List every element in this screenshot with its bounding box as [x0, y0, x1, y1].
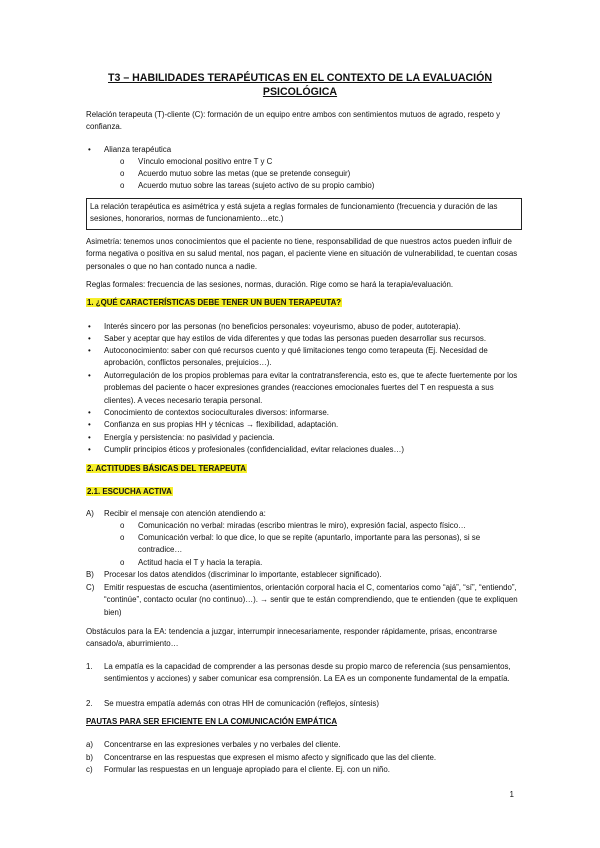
document-title: T3 – HABILIDADES TERAPÉUTICAS EN EL CONTEXTO DE LA EVALUACIÓN PSICOLÓGICA — [108, 72, 492, 98]
asymmetry-note-box — [86, 198, 522, 230]
section-2-heading: 2. ACTITUDES BÁSICAS DEL TERAPEUTA — [87, 464, 246, 473]
reglas-paragraph: Reglas formales: frecuencia de las sesiones, normas, duración. Rige como se hará la terapia/evaluación. — [86, 280, 454, 289]
section-1-heading: 1. ¿QUÉ CARACTERÍSTICAS DEBE TENER UN BUEN TERAPEUTA? — [87, 298, 342, 307]
section-2-1-heading: 2.1. ESCUCHA ACTIVA — [87, 487, 172, 496]
document-page: T3 – HABILIDADES TERAPÉUTICAS EN EL CONTEXTO DE LA EVALUACIÓN PSICOLÓGICA Relación terapeuta (T)-cliente (C): formación de un equipo entre ambos con sentimientos mutuos de agrado, respeto y confianza. • Alianza terapéutica o Vínculo emocional positivo entre T y C o Acuerdo mutuo sobre las metas (que se pretende conseguir) o Acuerdo mutuo sobre las tareas (sujeto activo de su propio cambio) La relación terapéutica es asimétrica y está sujeta a reglas formales de funcionamiento (frecuencia y duración de las sesiones, honorarios, normas de funcionamiento…etc.) Asimetría: tenemos unos conocimientos que el paciente no tiene, responsabilidad de que nuestros actos pueden influir de forma negativa o positiva en su salud mental, nos pagan, el paciente viene en situación de vulnerabilidad, te cuentan cosas personales o que no han contado nunca a nadie. Reglas formales: frecuencia de las sesiones, normas, duración. Rige como se hará la terapia/evaluación. 1. ¿QUÉ CARACTERÍSTICAS DEBE TENER UN BUEN TERAPEUTA? • Interés sincero por las personas (no beneficios personales: voyeurismo, abuso de poder, autoterapia). • Saber y aceptar que hay estilos de vida diferentes y que todas las personas pueden desarrollar sus recursos. • Autoconocimiento: saber con qué recursos cuento y qué limitaciones tengo como terapeuta (Ej. Necesidad de aprobación, conflictos personales, prejuicios…). • Autorregulación de los propios problemas para evitar la contratransferencia, esto es, que te afecte fuertemente por los problemas del paciente o hacer expresiones grandes (reacciones emocionales fuertes del T en respuesta a sus clientes). A veces necesario terapia personal. • Conocimiento de contextos socioculturales diversos: informarse. • Confianza en sus propias HH y técnicas → flexibilidad, adaptación. • Energía y persistencia: no pasividad y paciencia. • Cumplir principios éticos y profesionales (confidencialidad, evitar relaciones duales…) 2. ACTITUDES BÁSICAS DEL TERAPEUTA 2.1. ESCUCHA ACTIVA A) Recibir el mensaje con atención atendiendo a: o Comunicación no verbal: miradas (escribo mientras le miro), expresión facial, aspecto físico… o Comunicación verbal: lo que dice, lo que se repite (apuntarlo, importante para las personas), si se contradice… o Actitud hacia el T y hacia la terapia. B) Procesar los datos atendidos (discriminar lo importante, establecer significado). C) Emitir respuestas de escucha (asentimientos, orientación corporal hacia el C, comentarios como “ajá”, “sí”, “entiendo”, “continúe”, contacto ocular (no continuo)…). → sentir que te están comprendiendo, que te entienden (que te expliquen bien) Obstáculos para la EA: tendencia a juzgar, interrumpir innecesariamente, responder rápidamente, prisas, encontrarse cansado/a, aburrimiento… 1. La empatía es la capacidad de comprender a las personas desde su propio marco de referencia (sus pensamientos, sentimientos y acciones) y saber comunicar esa comprensión. La EA es un componente fundamental de la empatía. 2. Se muestra empatía además con otras HH de comunicación (reflejos, síntesis) PAUTAS PARA SER EFICIENTE EN LA COMUNICACIÓN EMPÁTICA a) Concentrarse en las expresiones verbales y no verbales del cliente. b) Concentrarse en las respuestas que expresen el mismo afecto y significado que las del cliente. c) Formular las respuestas en un lenguaje apropiado para el cliente. Ej. con un niño. 1 — [0, 0, 600, 848]
pautas-heading: PAUTAS PARA SER EFICIENTE EN LA COMUNICACIÓN EMPÁTICA — [86, 717, 338, 726]
page-number: 1 — [509, 790, 514, 799]
asymmetry-note-text: La relación terapéutica es asimétrica y está sujeta a reglas formales de funcionamiento (frecuencia y duración de las sesiones, honorarios, normas de funcionamiento…etc.) — [90, 202, 498, 224]
intro-paragraph: Relación terapeuta (T)-cliente (C): formación de un equipo entre ambos con sentimientos mutuos de agrado, respeto y confianza. — [86, 110, 501, 132]
asimetria-paragraph: Asimetría: tenemos unos conocimientos que el paciente no tiene, responsabilidad de que nuestros actos pueden influir de forma negativa o positiva en su salud mental, nos pagan, el paciente viene en situación de vulnerabilidad, te cuentan cosas personales o que no han contado nunca a nadie. — [86, 237, 518, 271]
obstacles-paragraph: Obstáculos para la EA: tendencia a juzgar, interrumpir innecesariamente, responder rápidamente, prisas, encontrarse cansado/a, aburrimiento… — [86, 627, 497, 649]
